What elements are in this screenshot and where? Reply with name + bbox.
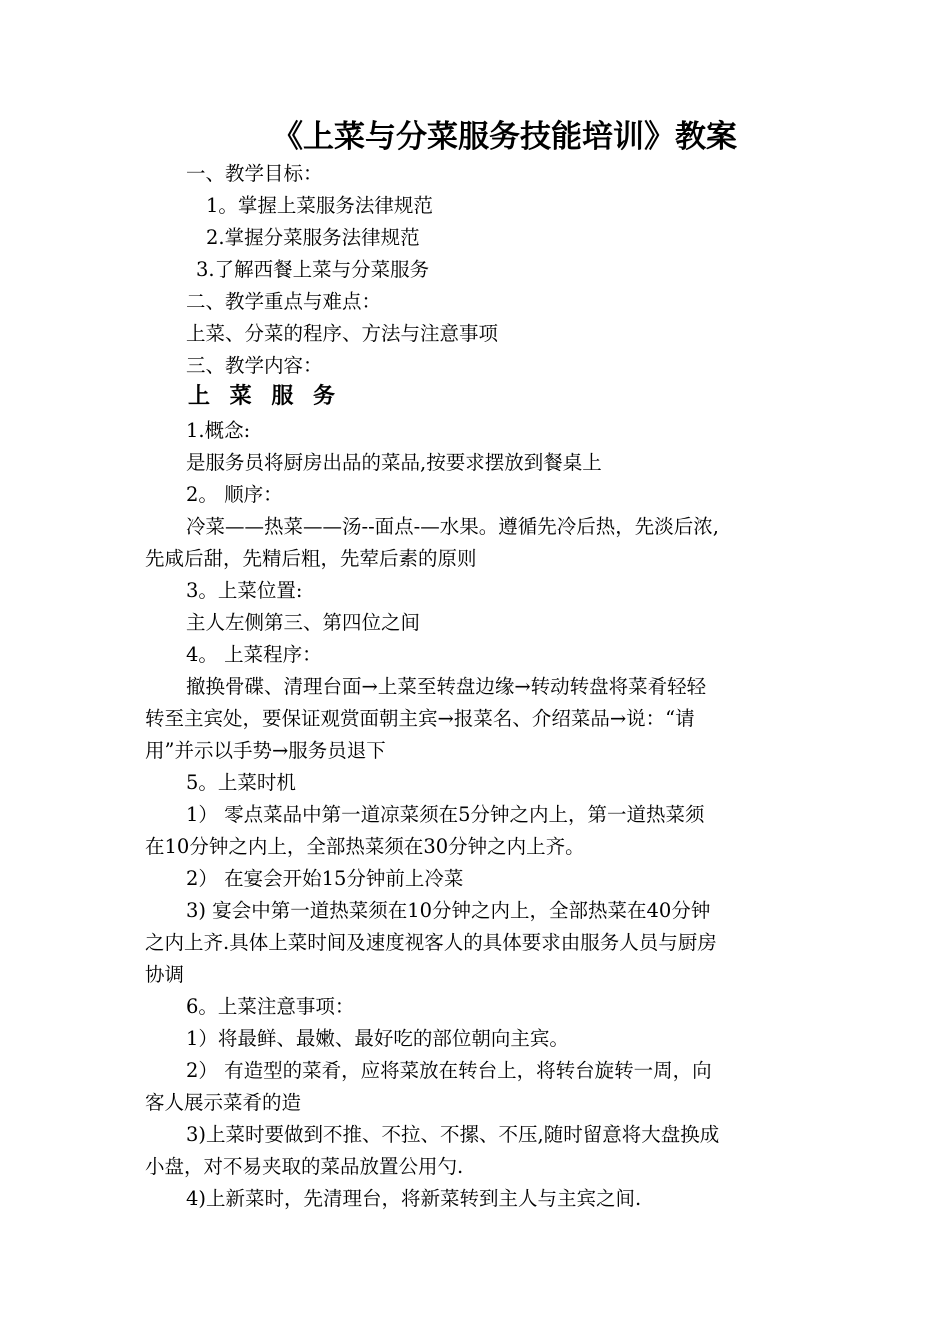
notes-item-3-line-2: 小盘，对不易夹取的菜品放置公用勺. (145, 1155, 464, 1178)
goal-item-3: 3.了解西餐上菜与分菜服务 (196, 258, 430, 281)
position-label: 3。上菜位置: (186, 579, 303, 602)
concept-label: 1.概念: (186, 419, 251, 442)
timing-item-3-line-2: 之内上齐.具体上菜时间及速度视客人的具体要求由服务人员与厨房 (145, 931, 717, 954)
procedure-text-line-1: 撤换骨碟、清理台面→上菜至转盘边缘→转动转盘将菜肴轻轻 (186, 675, 707, 698)
goal-item-2: 2.掌握分菜服务法律规范 (206, 226, 420, 249)
key-points-text: 上菜、分菜的程序、方法与注意事项 (186, 322, 499, 345)
goal-item-1: 1。掌握上菜服务法律规范 (206, 194, 433, 217)
procedure-label: 4。 上菜程序： (186, 643, 322, 666)
order-text-line-1: 冷菜——热菜——汤--面点-—水果。遵循先冷后热，先淡后浓, (186, 515, 719, 538)
timing-item-1-line-2: 在10分钟之内上，全部热菜须在30分钟之内上齐。 (145, 835, 585, 858)
notes-label: 6。上菜注意事项： (186, 995, 355, 1018)
order-text-line-2: 先咸后甜，先精后粗，先荤后素的原则 (145, 547, 477, 570)
timing-item-2: 2） 在宴会开始15分钟前上冷菜 (186, 867, 464, 890)
timing-item-1-line-1: 1） 零点菜品中第一道凉菜须在5分钟之内上，第一道热菜须 (186, 803, 705, 826)
procedure-text-line-2: 转至主宾处，要保证观赏面朝主宾→报菜名、介绍菜品→说：“请 (145, 707, 695, 730)
heading-teaching-content: 三、教学内容： (186, 354, 323, 377)
notes-item-2-line-1: 2） 有造型的菜肴，应将菜放在转台上，将转台旋转一周，向 (186, 1059, 712, 1082)
document-title: 《上菜与分菜服务技能培训》教案 (272, 119, 737, 155)
order-label: 2。 顺序： (186, 483, 283, 506)
heading-key-points: 二、教学重点与难点： (186, 290, 382, 313)
timing-item-3-line-1: 3) 宴会中第一道热菜须在10分钟之内上，全部热菜在40分钟 (186, 899, 711, 922)
notes-item-4: 4)上新菜时，先清理台，将新菜转到主人与主宾之间. (186, 1187, 642, 1210)
notes-item-1: 1）将最鲜、最嫩、最好吃的部位朝向主宾。 (186, 1027, 569, 1050)
timing-item-3-line-3: 协调 (145, 963, 185, 986)
notes-item-2-line-2: 客人展示菜肴的造 (145, 1091, 302, 1114)
heading-teaching-goals: 一、教学目标： (186, 162, 323, 185)
section-heading-serving: 上 菜 服 务 (188, 384, 341, 409)
timing-label: 5。上菜时机 (186, 771, 296, 794)
notes-item-3-line-1: 3)上菜时要做到不推、不拉、不摞、不压,随时留意将大盘换成 (186, 1123, 720, 1146)
concept-text: 是服务员将厨房出品的菜品,按要求摆放到餐桌上 (186, 451, 602, 474)
position-text: 主人左侧第三、第四位之间 (186, 611, 421, 634)
procedure-text-line-3: 用”并示以手势→服务员退下 (145, 739, 386, 762)
